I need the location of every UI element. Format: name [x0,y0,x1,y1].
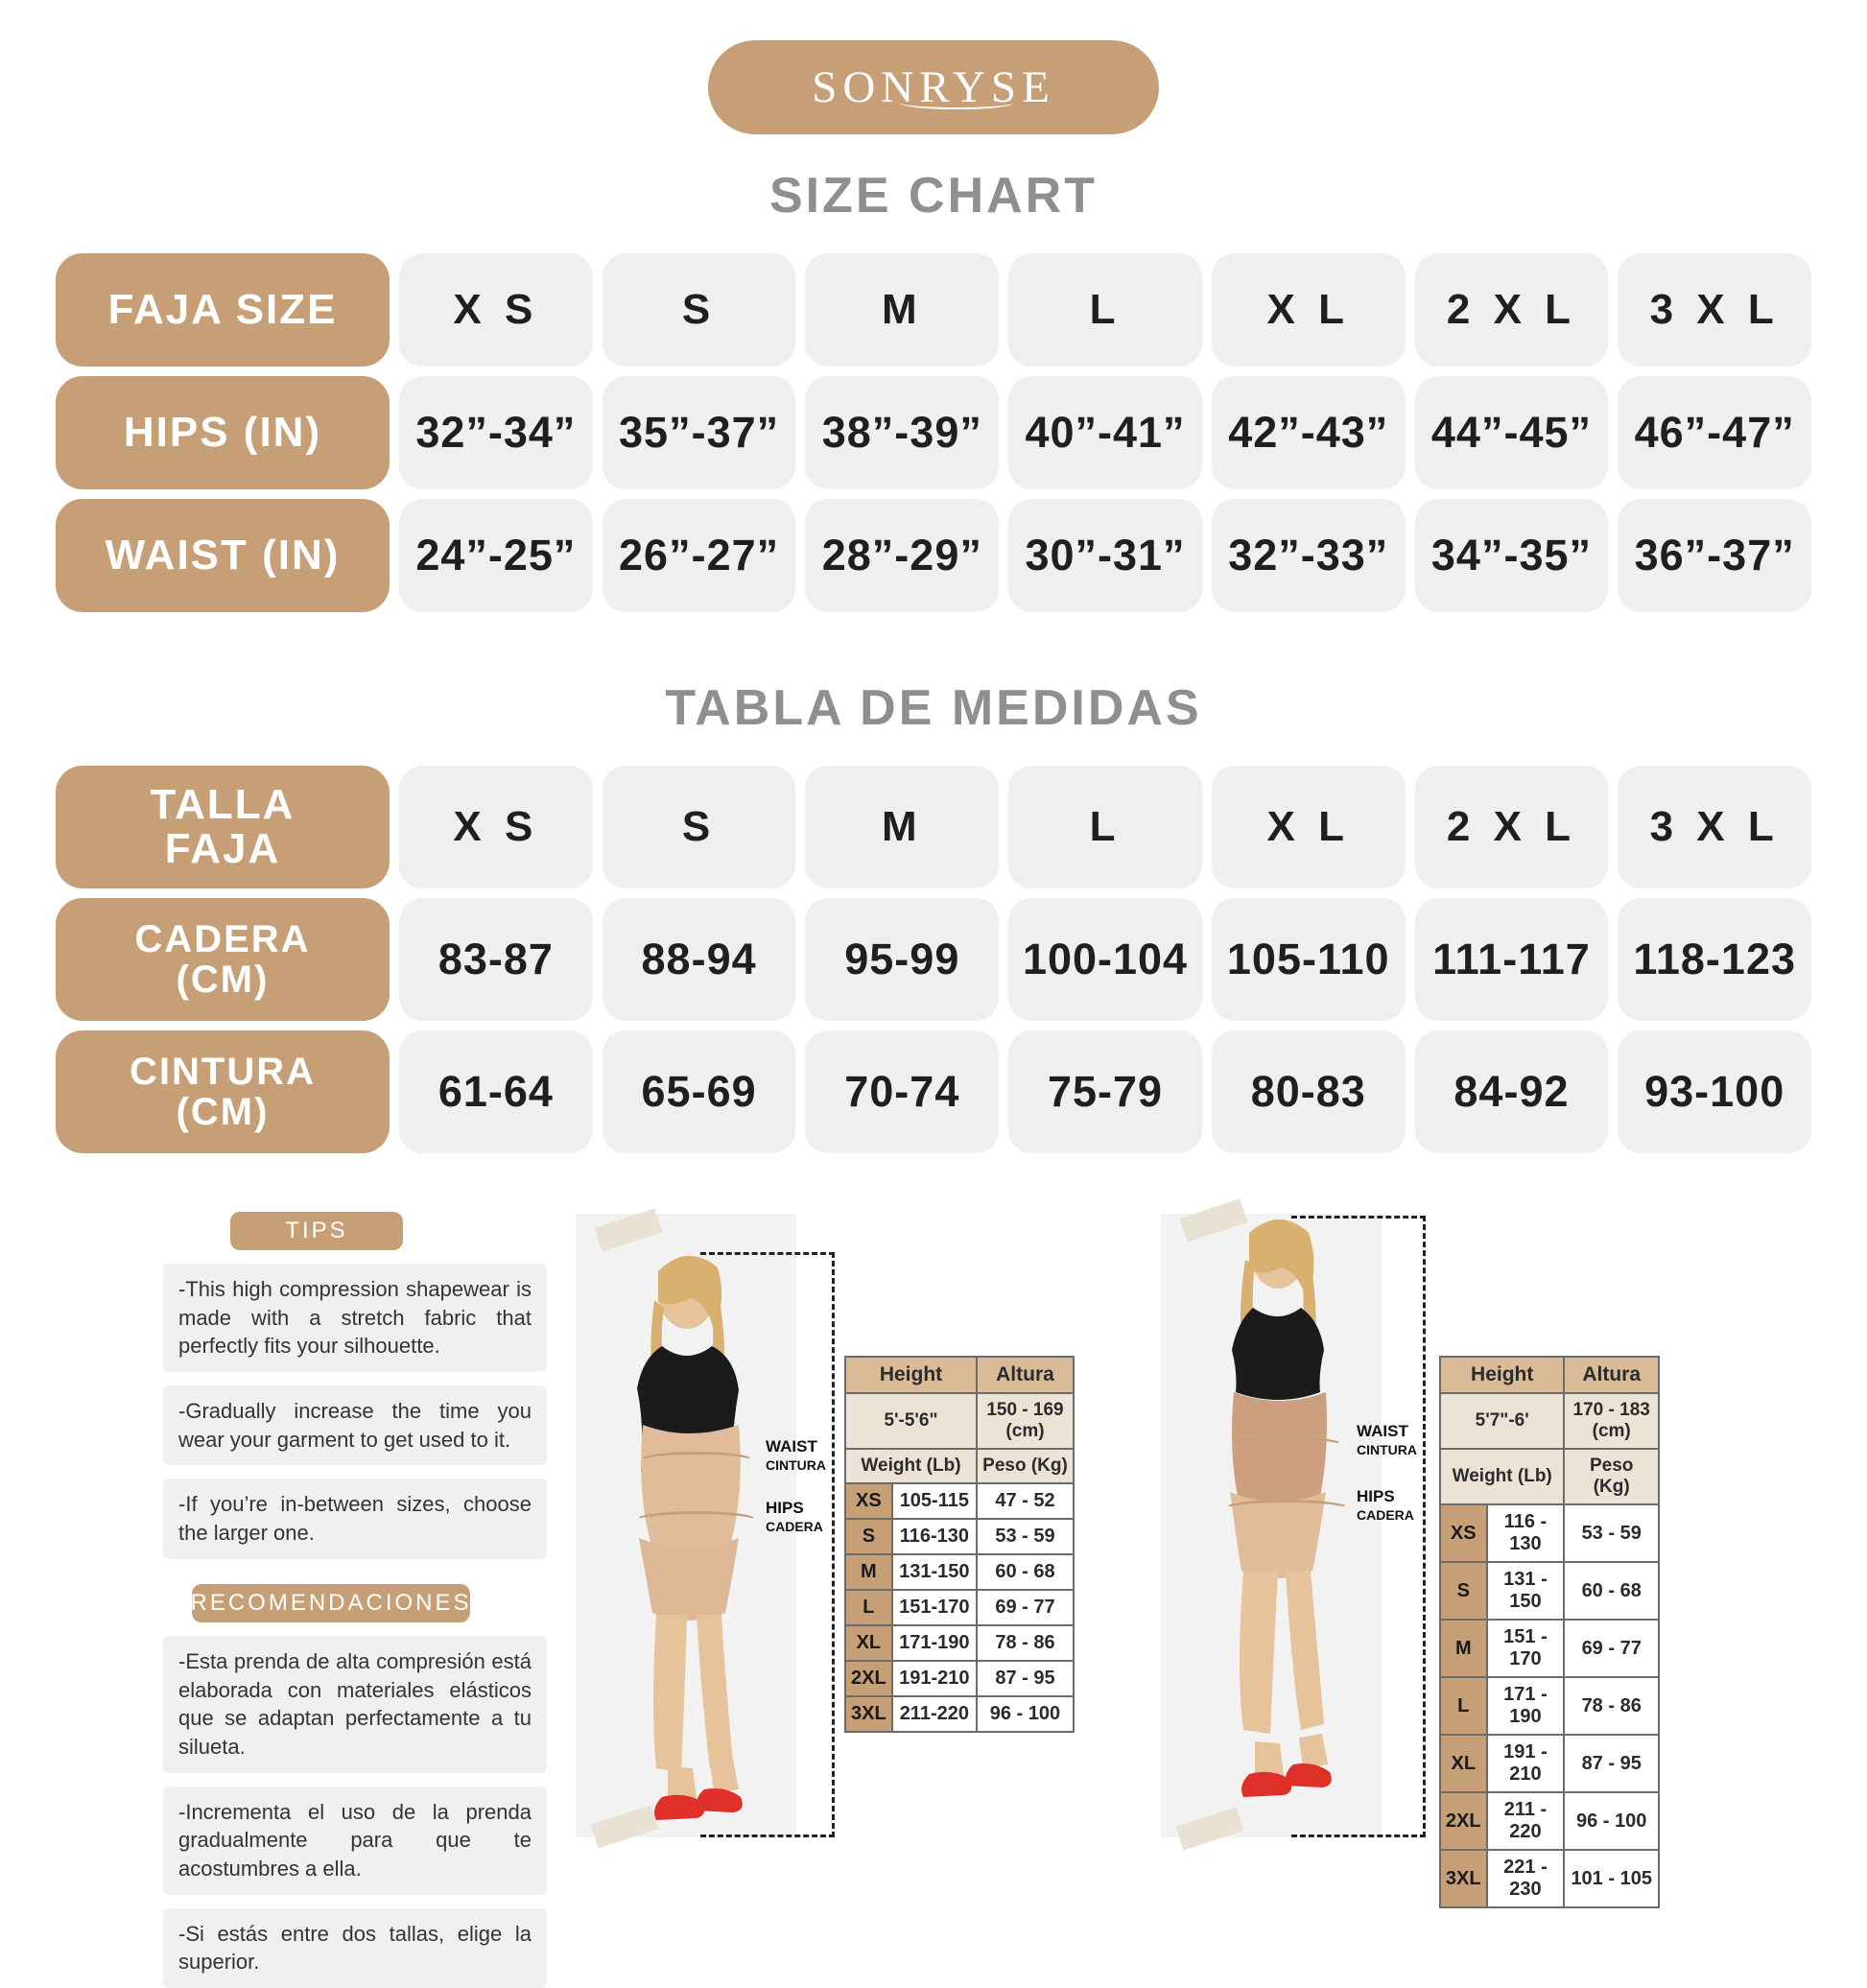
table-cell: 40”-41” [1008,376,1202,489]
table-cell: 100-104 [1008,898,1202,1021]
table-cell: 44”-45” [1415,376,1609,489]
weight-lb-cell: 211-220 [892,1696,977,1732]
row-label-line1: CADERA [134,918,311,960]
table-row [845,1519,1074,1554]
column-header: 2 X L [1415,253,1609,367]
table-cell: 30”-31” [1008,499,1202,612]
table-cell: 105-110 [1212,898,1406,1021]
weight-lb-cell: 116 - 130 [1487,1504,1565,1562]
table-row [845,1625,1074,1661]
weight-kg-cell: 87 - 95 [977,1661,1074,1696]
recomendaciones-badge: RECOMENDACIONES [192,1584,470,1622]
hips-measure-line [633,1511,760,1530]
weight-kg-cell: 47 - 52 [977,1483,1074,1519]
table-cell: 95-99 [805,898,999,1021]
table-row [1440,1735,1659,1792]
model-silhouette-short [604,1233,777,1828]
weight-kg-cell: 78 - 86 [977,1625,1074,1661]
table-cell: 111-117 [1415,898,1609,1021]
page-title-en: SIZE CHART [769,168,1098,224]
bottom-section [0,1195,1867,1975]
weight-lb-cell: 151-170 [892,1590,977,1625]
hips-label-en: HIPS [766,1499,804,1517]
row-label-line1: CINTURA [130,1051,316,1093]
weight-kg-cell: 60 - 68 [1564,1562,1659,1620]
waist-label-es: CINTURA [1357,1441,1417,1457]
table-row [845,1483,1074,1519]
height-weight-table-short [844,1356,1075,1733]
table-row [845,1554,1074,1590]
table-header-altura: Altura [1564,1357,1659,1393]
table-row [1440,1850,1659,1907]
hips-measure-line [1222,1500,1351,1519]
size-chart-table-en [56,253,1811,612]
height-weight-table-tall [1439,1356,1660,1908]
weight-lb-cell: 116-130 [892,1519,977,1554]
table-header-altura: Altura [977,1357,1074,1393]
size-cell: XL [1440,1735,1487,1792]
table-row [1440,1620,1659,1677]
weight-lb-cell: 191-210 [892,1661,977,1696]
tip-item: -This high compression shapewear is made with a stretch fabric that perfectly fits your silhouette. [163,1264,547,1372]
column-header: M [805,253,999,367]
height-value: 5'7"-6' [1440,1393,1564,1449]
column-header: S [603,766,796,888]
page-title-es: TABLA DE MEDIDAS [665,680,1202,736]
column-header: S [603,253,796,367]
tips-column [0,1195,537,1975]
waist-measure-label [766,1438,826,1474]
table-header-height: Height [1440,1357,1564,1393]
row-label-faja-size: FAJA SIZE [56,253,390,367]
waist-measure-label [1357,1423,1417,1458]
hips-label-es: CADERA [1357,1506,1414,1523]
weight-lb-cell: 221 - 230 [1487,1850,1565,1907]
table-header-peso: Peso (Kg) [1564,1449,1659,1504]
row-label-waist-in: WAIST (IN) [56,499,390,612]
size-cell: L [845,1590,892,1625]
weight-lb-cell: 211 - 220 [1487,1792,1565,1850]
size-cell: 2XL [845,1661,892,1696]
tip-item: -If you’re in-between sizes, choose the larger one. [163,1479,547,1558]
column-header: X S [399,253,593,367]
size-cell: XS [1440,1504,1487,1562]
table-row-hips-in [56,376,1811,489]
table-cell: 75-79 [1008,1030,1202,1153]
table-cell: 118-123 [1618,898,1811,1021]
table-cell: 80-83 [1212,1030,1406,1153]
row-label-cintura-cm [56,1030,390,1153]
table-header-weight: Weight (Lb) [845,1449,977,1483]
tip-item: -Gradually increase the time you wear your garment to get used to it. [163,1385,547,1465]
weight-lb-cell: 131 - 150 [1487,1562,1565,1620]
table-row [1440,1562,1659,1620]
waist-measure-line [1226,1436,1345,1456]
table-row-waist-in [56,499,1811,612]
table-cell: 32”-33” [1212,499,1406,612]
column-header: X S [399,766,593,888]
weight-kg-cell: 101 - 105 [1564,1850,1659,1907]
column-header: M [805,766,999,888]
size-cell: M [1440,1620,1487,1677]
weight-lb-cell: 151 - 170 [1487,1620,1565,1677]
table-row-cintura-cm [56,1030,1811,1153]
size-cell: XL [845,1625,892,1661]
table-cell: 36”-37” [1618,499,1811,612]
table-row [1440,1792,1659,1850]
table-row-header-en [56,253,1811,367]
row-label-line2: (CM) [176,958,270,1001]
waist-label-es: CINTURA [766,1456,826,1473]
weight-lb-cell: 131-150 [892,1554,977,1590]
table-cell: 35”-37” [603,376,796,489]
column-header: L [1008,766,1202,888]
weight-kg-cell: 53 - 59 [977,1519,1074,1554]
weight-kg-cell: 53 - 59 [1564,1504,1659,1562]
table-cell: 46”-47” [1618,376,1811,489]
weight-kg-cell: 69 - 77 [977,1590,1074,1625]
table-row [1440,1504,1659,1562]
brand-pill [708,40,1159,134]
table-cell: 28”-29” [805,499,999,612]
table-header-peso: Peso (Kg) [977,1449,1074,1483]
column-header: X L [1212,253,1406,367]
weight-lb-cell: 171-190 [892,1625,977,1661]
weight-kg-cell: 96 - 100 [1564,1792,1659,1850]
size-cell: L [1440,1677,1487,1735]
weight-kg-cell: 96 - 100 [977,1696,1074,1732]
table-cell: 24”-25” [399,499,593,612]
hips-label-en: HIPS [1357,1487,1395,1505]
weight-kg-cell: 69 - 77 [1564,1620,1659,1677]
altura-value: 170 - 183 (cm) [1564,1393,1659,1449]
height-value: 5'-5'6" [845,1393,977,1449]
size-cell: XS [845,1483,892,1519]
table-cell: 34”-35” [1415,499,1609,612]
table-cell: 32”-34” [399,376,593,489]
column-header: L [1008,253,1202,367]
altura-value: 150 - 169 (cm) [977,1393,1074,1449]
hips-measure-label [766,1500,823,1535]
brand-header [0,0,1867,134]
waist-label-en: WAIST [766,1437,817,1456]
recomendacion-item: -Si estás entre dos tallas, elige la superior. [163,1908,547,1988]
table-cell: 61-64 [399,1030,593,1153]
size-cell: S [845,1519,892,1554]
column-header: X L [1212,766,1406,888]
size-cell: M [845,1554,892,1590]
recomendacion-item: -Esta prenda de alta compresión está elaborada con materiales elásticos que se adaptan perfectamente a tu silueta. [163,1636,547,1773]
table-cell: 70-74 [805,1030,999,1153]
tips-badge: TIPS [230,1212,403,1250]
table-cell: 83-87 [399,898,593,1021]
size-cell: 2XL [1440,1792,1487,1850]
row-label-line2: (CM) [176,1091,270,1133]
table-cell: 42”-43” [1212,376,1406,489]
hips-measure-label [1357,1488,1414,1524]
table-cell: 84-92 [1415,1030,1609,1153]
weight-lb-cell: 191 - 210 [1487,1735,1565,1792]
table-cell: 93-100 [1618,1030,1811,1153]
table-cell: 65-69 [603,1030,796,1153]
table-header-height: Height [845,1357,977,1393]
size-cell: 3XL [1440,1850,1487,1907]
recomendacion-item: -Incrementa el uso de la prenda gradualmente para que te acostumbres a ella. [163,1787,547,1895]
table-row [1440,1677,1659,1735]
table-cell: 88-94 [603,898,796,1021]
table-row [845,1661,1074,1696]
table-row [845,1590,1074,1625]
row-label-cadera-cm [56,898,390,1021]
column-header: 2 X L [1415,766,1609,888]
table-cell: 38”-39” [805,376,999,489]
size-cell: 3XL [845,1696,892,1732]
brand-name: SONRYSE [812,62,1055,112]
row-label-line2: FAJA [164,825,281,872]
model-short-block [537,1195,1075,1866]
column-header: 3 X L [1618,766,1811,888]
waist-label-en: WAIST [1357,1422,1408,1440]
size-chart-table-es [56,766,1811,1153]
weight-kg-cell: 78 - 86 [1564,1677,1659,1735]
size-cell: S [1440,1562,1487,1620]
brand-underline-icon [899,96,1014,109]
row-label-line1: TALLA [150,780,295,828]
table-row-cadera-cm [56,898,1811,1021]
weight-lb-cell: 171 - 190 [1487,1677,1565,1735]
table-row [845,1696,1074,1732]
row-label-hips-in: HIPS (IN) [56,376,390,489]
hips-label-es: CADERA [766,1518,823,1534]
waist-measure-line [637,1452,756,1471]
weight-lb-cell: 105-115 [892,1483,977,1519]
model-tall-block [1123,1195,1660,1900]
column-header: 3 X L [1618,253,1811,367]
weight-kg-cell: 60 - 68 [977,1554,1074,1590]
table-row-header-es [56,766,1811,888]
table-header-weight: Weight (Lb) [1440,1449,1564,1504]
weight-kg-cell: 87 - 95 [1564,1735,1659,1792]
row-label-talla-faja [56,766,390,888]
table-cell: 26”-27” [603,499,796,612]
